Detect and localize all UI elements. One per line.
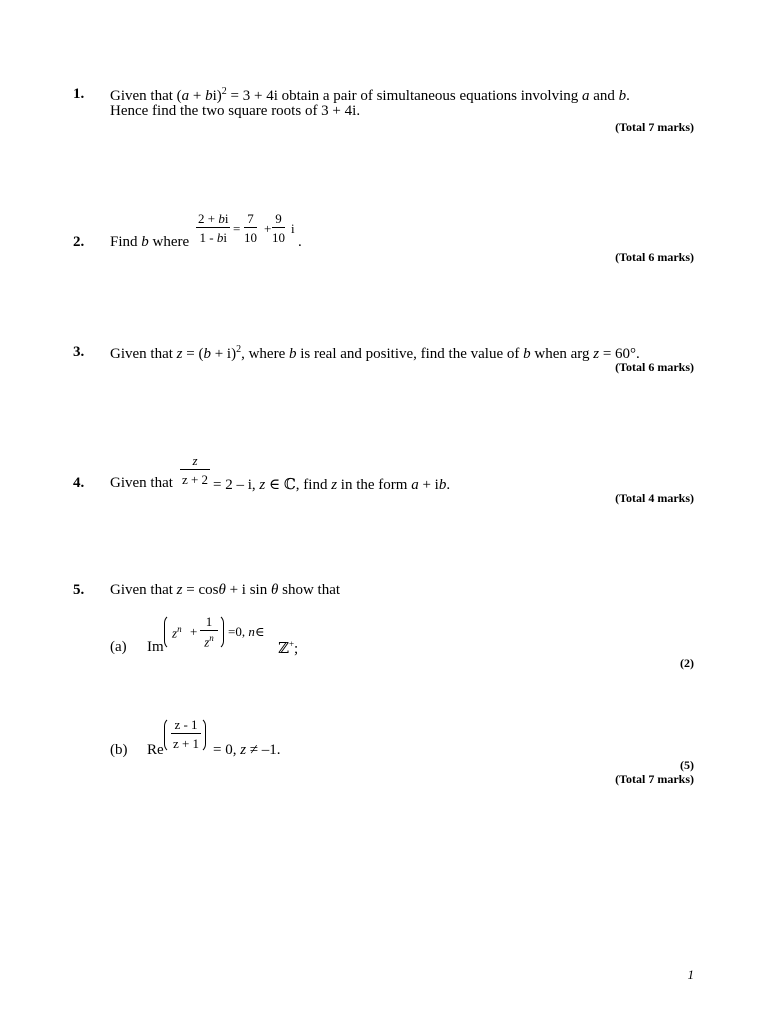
q5a-text: =0, bbox=[228, 624, 249, 639]
q1-line2: Hence find the two square roots of 3 + 4i. bbox=[110, 103, 361, 119]
q5-text: + i sin bbox=[225, 582, 271, 598]
q1-text: . bbox=[626, 88, 630, 104]
q5b-marks: (5) bbox=[680, 758, 694, 772]
frac-text: z + 2 bbox=[181, 472, 209, 487]
q1-marks: (Total 7 marks) bbox=[615, 120, 694, 134]
var-n: n bbox=[248, 624, 255, 639]
q3-number: 3. bbox=[73, 344, 85, 360]
q5a-label: (a) bbox=[110, 639, 127, 655]
q1-text: Given that ( bbox=[110, 88, 182, 104]
q5-marks: (Total 7 marks) bbox=[615, 772, 694, 786]
var-z: z bbox=[240, 742, 247, 758]
q3-text: , where bbox=[241, 346, 289, 362]
q5b-text: ≠ –1. bbox=[246, 742, 281, 758]
q4-text: in the form bbox=[337, 477, 412, 493]
var-z: z bbox=[593, 346, 600, 362]
q2-dot: . bbox=[298, 234, 302, 250]
var-z: z bbox=[204, 634, 210, 650]
frac-text: i bbox=[224, 211, 229, 226]
q3-text: is real and positive, find the value of bbox=[296, 346, 524, 362]
var-b: b bbox=[218, 211, 225, 226]
frac-text: z + 1 bbox=[172, 736, 200, 751]
q2-plus: + bbox=[264, 221, 272, 236]
q4-pre: Given that bbox=[110, 475, 173, 491]
var-z: z bbox=[331, 477, 338, 493]
q5-number: 5. bbox=[73, 582, 85, 598]
q5b-label: (b) bbox=[110, 742, 128, 758]
page-number: 1 bbox=[687, 967, 694, 982]
q4-marks: (Total 4 marks) bbox=[615, 491, 694, 505]
frac-text: z bbox=[192, 453, 198, 468]
frac-text: 9 bbox=[275, 211, 282, 226]
q2-line bbox=[110, 234, 189, 251]
q4-text: = 2 – i, bbox=[213, 477, 260, 493]
var-theta: θ bbox=[218, 582, 226, 598]
q4-number: 4. bbox=[73, 475, 85, 491]
var-z: z bbox=[259, 477, 266, 493]
frac-text: 10 bbox=[244, 230, 257, 245]
var-b: b bbox=[205, 88, 213, 104]
var-b: b bbox=[141, 234, 149, 250]
frac-text: 1 bbox=[205, 614, 213, 629]
q1-number: 1. bbox=[73, 86, 85, 102]
q3-text: + i) bbox=[210, 346, 237, 362]
q5b-re: Re bbox=[147, 742, 164, 758]
q2-text: where bbox=[148, 234, 190, 250]
q5a-plus: + bbox=[190, 624, 198, 639]
frac-text: 1 - bbox=[199, 230, 217, 245]
q5-text: Given that bbox=[110, 582, 177, 598]
var-b: b bbox=[216, 230, 224, 245]
q5-text: show that bbox=[278, 582, 341, 598]
frac-text: i bbox=[223, 230, 227, 245]
q5a-text: ; bbox=[294, 641, 299, 657]
q5a-fraction bbox=[200, 615, 218, 648]
q5a-im: Im bbox=[147, 639, 164, 655]
q3-line bbox=[110, 344, 640, 363]
q1-text: i) bbox=[212, 88, 222, 104]
q4-text: . bbox=[446, 477, 451, 493]
var-b: b bbox=[618, 88, 627, 104]
q4-text: + i bbox=[418, 477, 439, 493]
integer-set: ℤ bbox=[278, 641, 289, 657]
var-b: b bbox=[289, 346, 297, 362]
q5a-zn bbox=[172, 624, 182, 641]
var-n: n bbox=[177, 624, 182, 634]
exponent: 2 bbox=[236, 344, 242, 355]
q4-text: ∈ ℂ, find bbox=[265, 477, 332, 493]
var-z: z bbox=[172, 625, 178, 641]
q4-fraction bbox=[180, 454, 210, 486]
var-b: b bbox=[438, 477, 447, 493]
q2-fraction-lhs bbox=[196, 212, 230, 244]
q2-fraction-7-10 bbox=[244, 212, 257, 244]
q3-text: = 60°. bbox=[599, 346, 640, 362]
var-z: z bbox=[176, 346, 183, 362]
q2-equals: = bbox=[233, 221, 241, 236]
q1-text: = 3 + 4i obtain a pair of simultaneous equations involving bbox=[226, 88, 582, 104]
var-a: a bbox=[411, 477, 419, 493]
frac-text: z - 1 bbox=[174, 717, 198, 732]
superscript: + bbox=[288, 639, 295, 649]
var-a: a bbox=[582, 88, 590, 104]
var-b: b bbox=[203, 346, 211, 362]
q5b-text: = 0, bbox=[213, 742, 241, 758]
var-n: n bbox=[209, 633, 214, 643]
var-a: a bbox=[181, 88, 190, 104]
var-b: b bbox=[523, 346, 531, 362]
q4-rest bbox=[213, 475, 450, 494]
q5b-fraction bbox=[171, 718, 201, 750]
q1-text: and bbox=[589, 88, 619, 104]
q2-number: 2. bbox=[73, 234, 85, 250]
q3-text: Given that bbox=[110, 346, 177, 362]
q5b-rest bbox=[213, 742, 281, 759]
q1-text: + bbox=[189, 88, 206, 104]
q2-marks: (Total 6 marks) bbox=[615, 250, 694, 264]
q5a-marks: (2) bbox=[680, 656, 694, 670]
q5-text: = cos bbox=[182, 582, 219, 598]
q5a-text: ∈ bbox=[254, 624, 265, 639]
q3-marks: (Total 6 marks) bbox=[615, 360, 694, 374]
frac-text: 7 bbox=[247, 211, 254, 226]
var-z: z bbox=[176, 582, 183, 598]
q5-line bbox=[110, 582, 340, 599]
var-theta: θ bbox=[270, 582, 279, 598]
q2-text: Find bbox=[110, 234, 142, 250]
frac-text: 2 + bbox=[198, 211, 219, 226]
q3-text: = ( bbox=[182, 346, 204, 362]
q2-fraction-9-10 bbox=[272, 212, 285, 244]
exponent: 2 bbox=[221, 86, 227, 97]
q3-text: when arg bbox=[530, 346, 594, 362]
q2-i: i bbox=[291, 221, 295, 236]
frac-text: 10 bbox=[272, 230, 285, 245]
q5a-eq bbox=[228, 624, 264, 640]
q5a-set bbox=[278, 639, 298, 658]
